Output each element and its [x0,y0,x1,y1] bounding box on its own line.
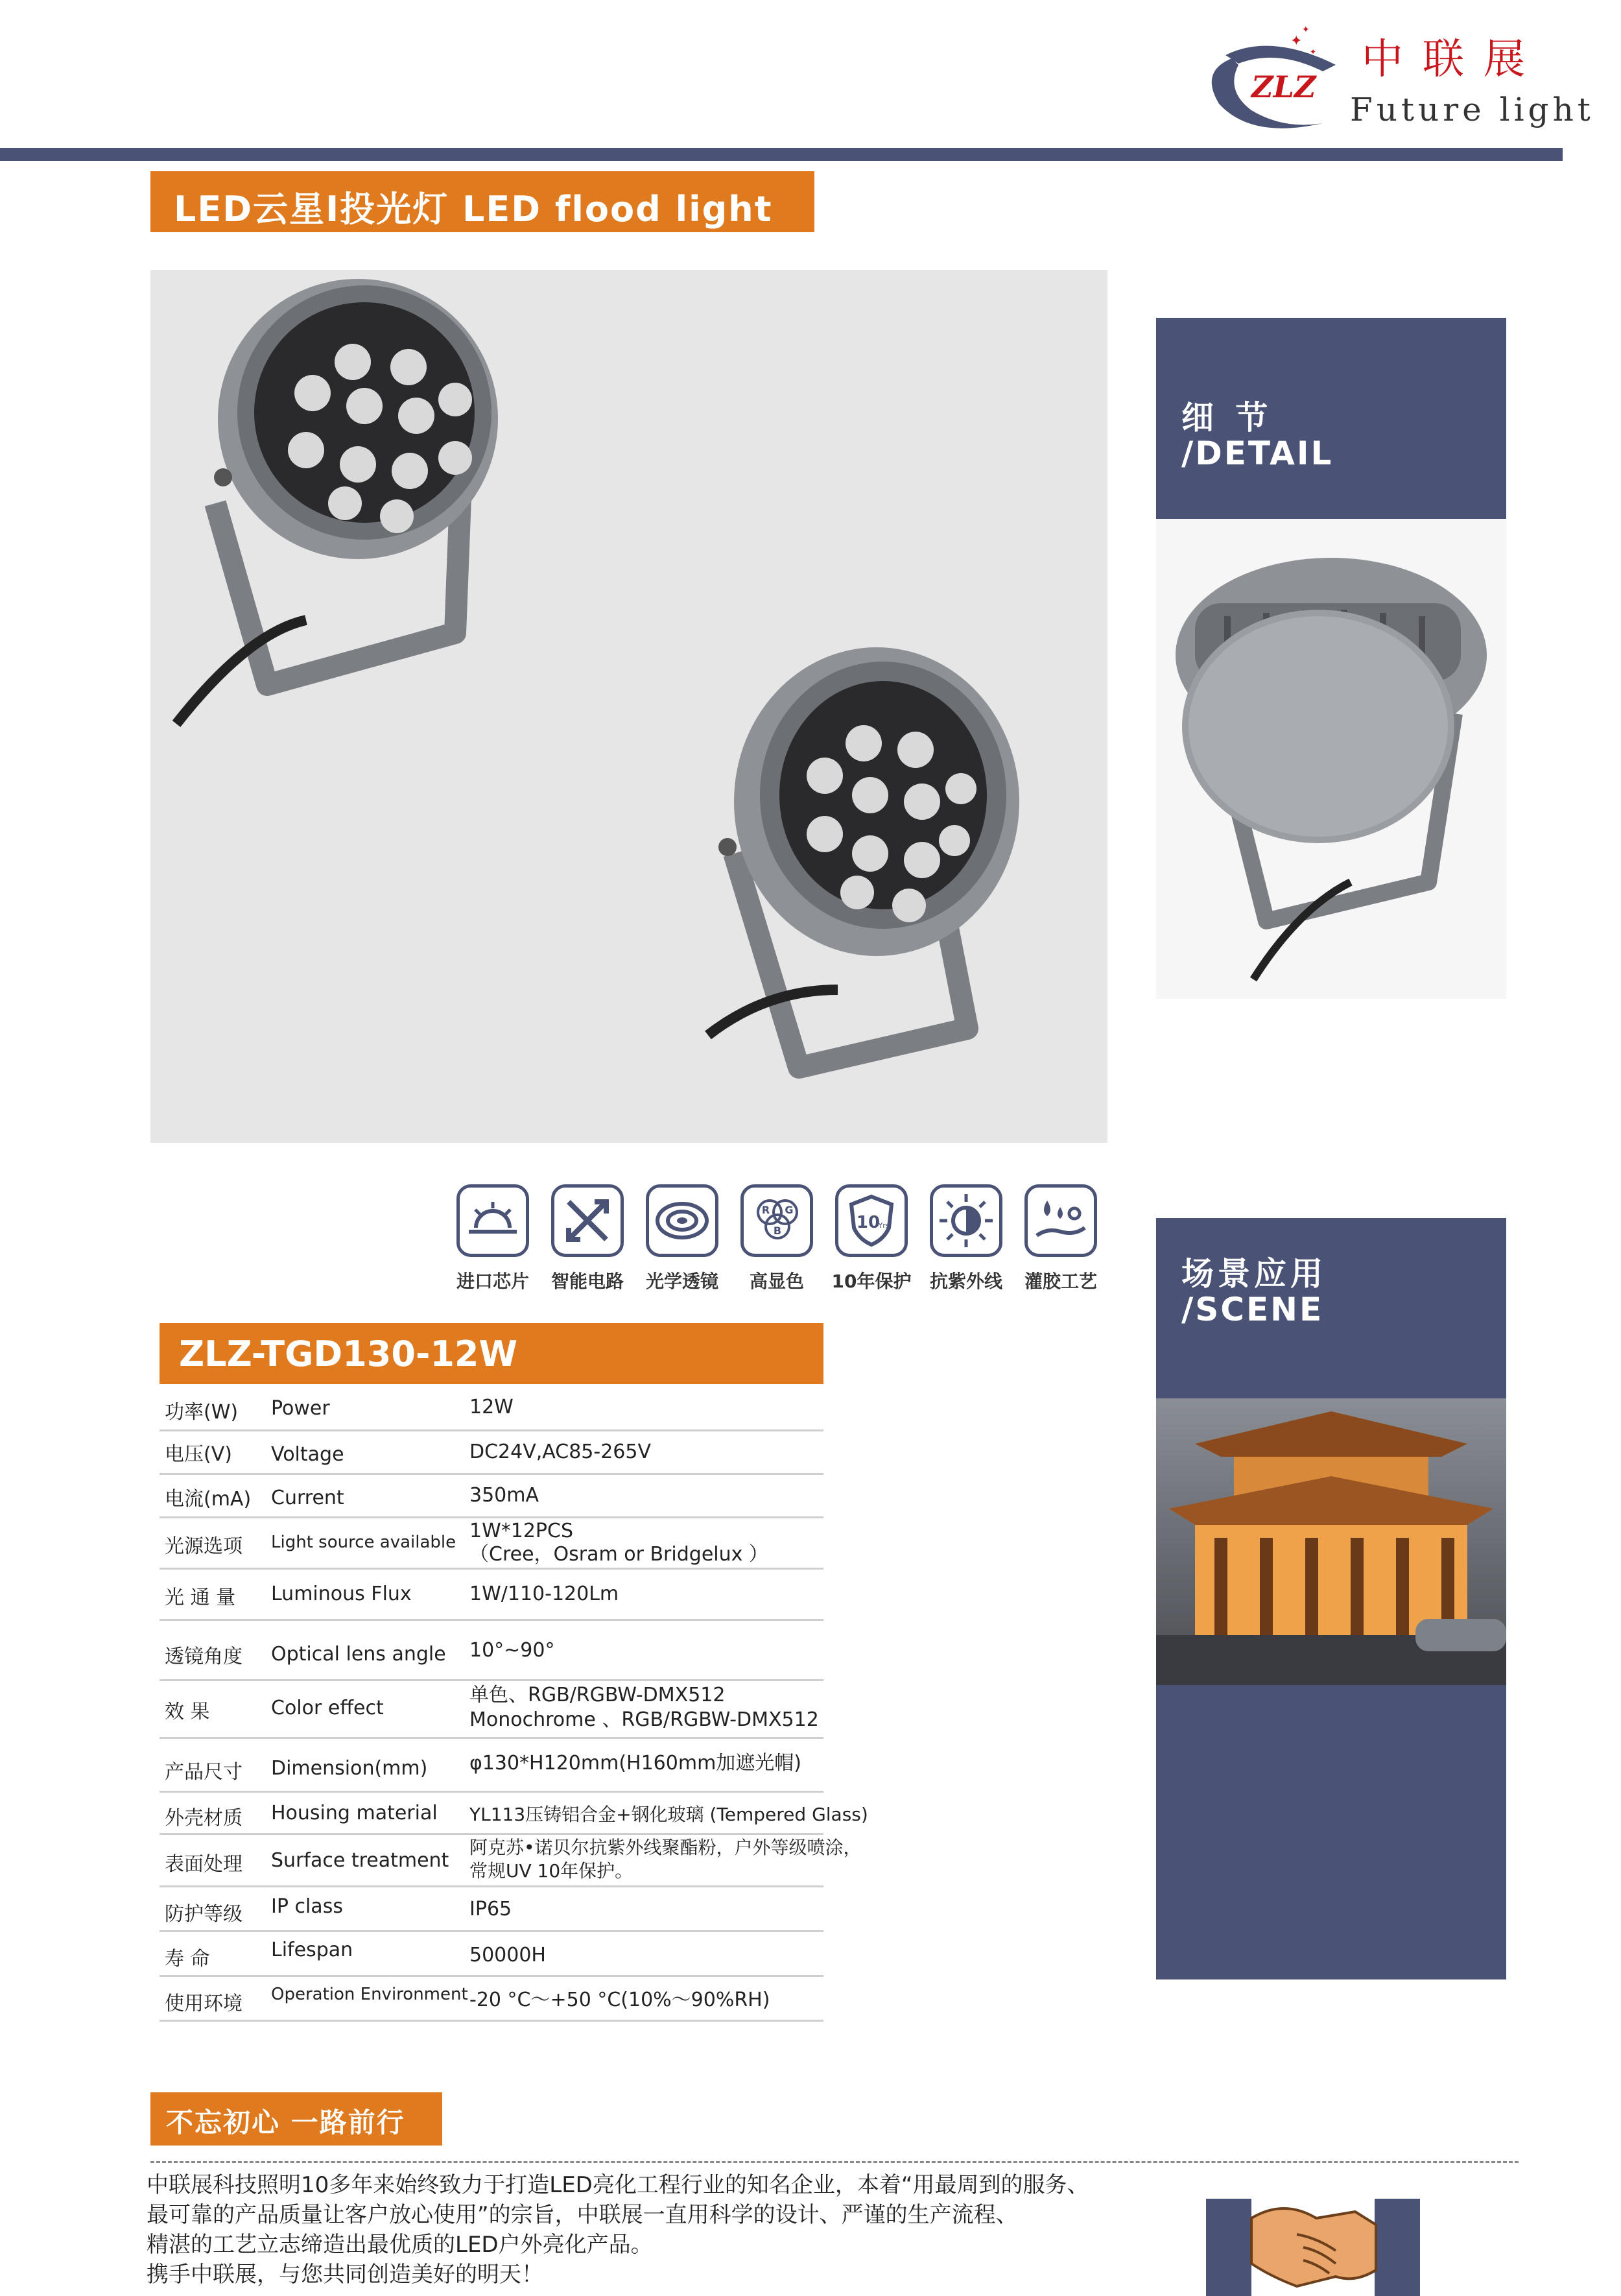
spec-value: 350mA [469,1484,539,1507]
spec-label-en: Dimension(mm) [271,1757,428,1780]
header-divider [0,148,1563,161]
spec-label-en: Luminous Flux [271,1583,412,1605]
spec-label-en: Surface treatment [271,1849,449,1872]
svg-text:✦: ✦ [1310,47,1317,56]
spec-value: φ130*H120mm(H160mm加遮光帽) [469,1752,801,1775]
spec-value: 1W/110-120Lm [469,1583,619,1605]
feature-label: 智能电路 [550,1271,624,1292]
intro-line: 携手中联展，与您共同创造美好的明天！ [147,2262,543,2288]
shield-badge-number: 10 [856,1213,881,1232]
spec-row [160,1739,823,1793]
rgb-letter-b: B [773,1225,782,1237]
detail-photo [1156,519,1506,999]
feature-item [921,1184,1012,1293]
spec-row [160,1475,823,1518]
feature-label: 抗紫外线 [929,1271,1002,1292]
slogan-text: 不忘初心 一路前行 [166,2107,405,2138]
feature-item [826,1184,917,1293]
sunrise-chip-icon [456,1184,529,1257]
spec-value: 12W [469,1396,514,1418]
spec-table [160,1388,868,2022]
scene-photo [1156,1398,1506,1685]
feature-label: 进口芯片 [456,1271,529,1292]
scene-heading-cn: 场景应用 [1181,1255,1327,1293]
spec-value-line1: 阿克苏•诺贝尔抗紫外线聚酯粉，户外等级喷涂， [469,1837,862,1858]
detail-heading-en: /DETAIL [1181,435,1334,472]
spec-row [160,1793,868,1835]
scene-heading-en: /SCENE [1181,1291,1324,1328]
footer-divider [150,2161,1519,2163]
spec-row [160,1518,823,1570]
spec-label-cn: 使用环境 [165,1992,243,2015]
product-title: LED云星Ⅰ投光灯 LED flood light [174,189,773,230]
rgb-letter-g: G [785,1204,794,1216]
uv-sun-icon [930,1184,1002,1257]
spec-value-line2: 常规UV 10年保护。 [469,1860,633,1882]
model-number: ZLZ-TGD130-12W [179,1333,518,1374]
glue-potting-icon [1024,1184,1097,1257]
spec-value: YL113压铸铝合金+钢化玻璃 (Tempered Glass) [469,1804,868,1825]
spec-label-cn: 电流(mA) [165,1488,252,1511]
spec-value: DC24V,AC85-265V [469,1441,652,1463]
circuit-arrows-icon [551,1184,624,1257]
spec-label-cn: 透镜角度 [165,1645,243,1668]
intro-line: 最可靠的产品质量让客户放心使用”的宗旨，中联展一直用科学的设计、严谨的生产流程、 [147,2202,1018,2228]
spec-label-cn: 防护等级 [165,1903,243,1926]
feature-label: 灌胶工艺 [1024,1271,1097,1292]
spec-label-cn: 功率(W) [165,1401,239,1424]
feature-label: 高显色 [749,1271,804,1292]
spec-row [160,1388,823,1431]
spec-value-line1: 1W*12PCS [469,1520,574,1542]
spec-value-line2: Monochrome 、RGB/RGBW-DMX512 [469,1708,819,1731]
spec-label-en: Power [271,1397,330,1420]
spec-label-en: Optical lens angle [271,1643,446,1666]
shield-badge-unit: Yrs [878,1221,890,1230]
intro-line: 精湛的工艺立志缔造出最优质的LED户外亮化产品。 [147,2232,653,2258]
spec-value: -20 °C～+50 °C(10%～90%RH) [469,1989,770,2011]
brand-name-en: Future light [1350,91,1594,128]
feature-label: 10年保护 [831,1271,912,1292]
spec-row [160,1431,823,1475]
spec-row [160,1887,823,1932]
feature-item [637,1184,728,1293]
spec-row [160,1570,823,1621]
spec-value: 10°~90° [469,1639,555,1662]
spec-label-cn: 表面处理 [165,1853,243,1876]
spec-value-line2: （Cree，Osram or Bridgelux ） [469,1543,768,1566]
spec-label-en: Current [271,1487,344,1509]
spec-label-en: Voltage [271,1443,344,1466]
spec-value-line1: 单色、RGB/RGBW-DMX512 [469,1684,726,1706]
spec-row [160,1932,823,1977]
company-intro [147,2170,1197,2290]
feature-item [542,1184,633,1293]
feature-item [447,1184,538,1293]
logo-mark: ZLZ [1251,69,1316,104]
spec-label-cn: 寿 命 [165,1948,210,1970]
spec-label-en: Color effect [271,1697,384,1719]
spec-row [160,1681,823,1739]
feature-item [731,1184,822,1293]
spec-label-en: Operation Environment [271,1985,468,2004]
spec-label-en: IP class [271,1895,343,1918]
spec-label-en: Light source available [271,1533,456,1552]
feature-label: 光学透镜 [645,1271,718,1292]
spec-label-cn: 光 通 量 [165,1586,236,1609]
intro-line: 中联展科技照明10多年来始终致力于打造LED亮化工程行业的知名企业，本着“用最周到的服务、 [147,2172,1089,2198]
rgb-circles-icon [740,1184,813,1257]
product-photo [150,270,1107,1143]
svg-text:✦: ✦ [1302,25,1310,35]
feature-item [1015,1184,1106,1293]
brand-name-cn: 中联展 [1362,36,1544,84]
shield-10yrs-icon [835,1184,908,1257]
spec-row [160,1977,823,2022]
spec-label-cn: 产品尺寸 [165,1761,243,1784]
spec-label-en: Housing material [271,1802,438,1824]
handshake-icon [1206,2173,1420,2296]
spec-label-en: Lifespan [271,1939,353,1961]
spec-label-cn: 光源选项 [165,1535,243,1558]
spec-value: 50000H [469,1944,546,1967]
spec-label-cn: 电压(V) [165,1443,232,1466]
spec-row [160,1835,862,1887]
rgb-letter-r: R [761,1204,770,1216]
optical-lens-icon [646,1184,718,1257]
spec-label-cn: 效 果 [165,1701,210,1723]
spec-label-cn: 外壳材质 [165,1807,243,1830]
svg-text:✦: ✦ [1290,33,1303,49]
detail-heading-cn: 细 节 [1181,399,1273,436]
spec-value: IP65 [469,1898,512,1920]
feature-icons [447,1184,1109,1297]
spec-row [160,1621,823,1681]
